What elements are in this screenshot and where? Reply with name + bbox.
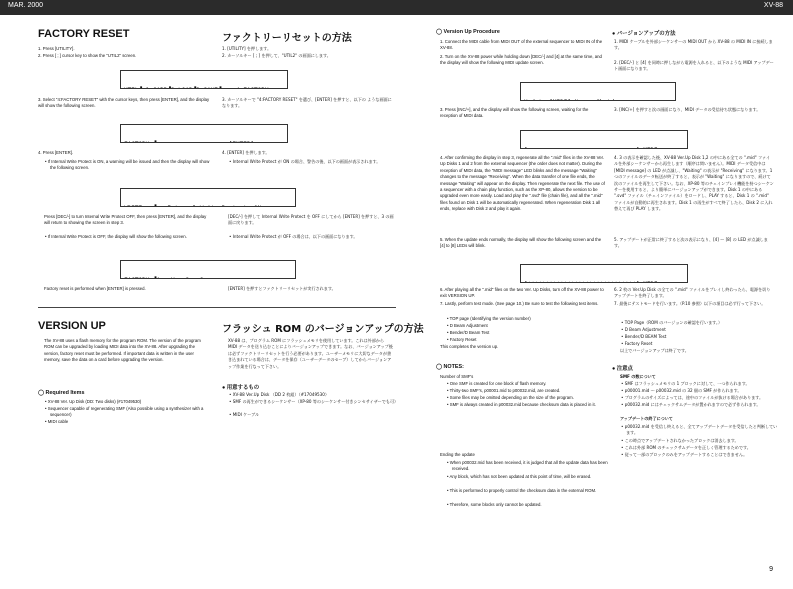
- fr-step3-en: 3. Select "4:FACTORY RESET" with the cursor keys, then press [ENTER], and the display will show the following screen.: [38, 97, 210, 109]
- proc-step5-en: 5. When the update ends normally, the display will show the following screen and the [4] to [8] LEDs will blink.: [440, 237, 602, 249]
- lcd-are-you-sure: [120, 260, 296, 279]
- procedure-title-en: ◯ Version Up Procedure: [436, 29, 500, 35]
- lcd-line: [524, 281, 684, 283]
- ending-note-en: • This is performed to properly control the checksum data in the external ROM.: [447, 488, 597, 493]
- proc-step6-en: 6. After playing all the ".mid" files on the two Ver. Up Disks, turn off the XV-88 power to exit VERSION UP.: [440, 287, 604, 299]
- procedure-title-ja-text: バージョンアップの方法: [616, 31, 676, 37]
- smf-note-ja: • p00001.mid ～ p00032.mid の 32 個の SMF が作られます。: [621, 388, 742, 393]
- smf-note-en: • One SMF is created for one block of flash memory.: [447, 381, 547, 386]
- fr-step1-ja: 1. [UTILITY] を押します。: [222, 46, 272, 51]
- fr-dec-en: Press [DEC/-] to turn Internal Write Protect OFF, then press [ENTER], and the display will return to showing the screen in step 3.: [44, 214, 207, 226]
- test-item-en: • Bender/D Beam Test: [447, 330, 490, 335]
- lcd-line: [124, 87, 284, 89]
- smf-note-ja: • SMF はフラッシュメモリの 1 ブロックに対して、一つ作られます。: [621, 381, 750, 386]
- vu-intro-ja: XV-88 は、プログラム ROM にフラッシュメモリを使用しています。これは外部から MIDI データを送り込むことによりバージョンアップできます。なお、バージョンアップ後は必ずファクトリーリセットを行う必要があります。ユーザーメモリに大切なデータが書き込まれている場合は、データを保存（ユーザーデータのセーブ）してからバージョンアップ作業を行なって下さい。: [228, 338, 393, 369]
- required-item-en: • XV-88 Ver. Up Disk (DD: Two disks) (#17049530): [45, 399, 142, 404]
- ending-head-en: Ending the update: [440, 452, 475, 457]
- lcd-line: [124, 141, 284, 143]
- fr-step4-ja: 4. [ENTER] を押します。: [222, 150, 270, 155]
- required-item-ja: • XV-88 Ver.Up Disk （DD 2 枚組）（#17049530）: [229, 392, 329, 397]
- lcd-line: [124, 277, 292, 279]
- proc-step4-en: 4. After confirming the display in step 3, regenerate all the ".mid" files in the XV-88 Ver. Up Disks 1 and 2 from the external sequencer (the order does not matter). During the reception of MIDI data, the "MIDI message" LED blinks and the message "Waiting" changes to the message "Receiving". When the data transfer of one file ends, the message "Waiting" will appear on the display. Then regenerate the next file. The use of a sequencer with a chain play function, such as the XP-80, allows the version to be upgraded even more easily. Load and play the ".svd" file (chain file), and all the ".mid" files found on Disk 1 will be automatically regenerated. When regeneration Disk 1 all ends, replace with Disk 2 and play it again.: [440, 155, 605, 212]
- test-item-en: • Factory Reset: [447, 337, 477, 342]
- fr-done-en: Factory reset is performed when [ENTER] is pressed.: [44, 286, 146, 291]
- header-model: XV-88: [763, 2, 783, 9]
- smf-note-ja: • プログラムのサイズによっては、途中のファイルが抜ける場合があります。: [621, 395, 764, 400]
- smf-note-en: • SMF is always created in p00032.mid because checksum data is placed in it.: [447, 402, 596, 407]
- proc-step2-ja: 2. [DEC/-] と [4] を同時に押しながら電源を入れると、以下のような MIDI アップデート画面になります。: [614, 60, 774, 72]
- factory-reset-title-ja: ファクトリーリセットの方法: [222, 33, 352, 44]
- lcd-complete-update: [520, 264, 688, 283]
- fr-step1-en: 1. Press [UTILITY].: [38, 46, 75, 51]
- fr-off-note-en: • If Internal Write Protect is OFF, the display will show the following screen.: [45, 234, 187, 239]
- fr-step3-ja: 3. カーソルキーで "4:FACTORY RESET" を選び、[ENTER] を押すと、以下の ような画面になります。: [222, 97, 392, 109]
- required-item-ja: • MIDI ケーブル: [229, 412, 260, 417]
- proc-complete-ja: 以上でバージョンアップは終了です。: [620, 348, 689, 353]
- proc-step7-ja: 7. 最後にテストモードを行います。（P.10 参照）以下の項目は必ず行って下さい。: [614, 301, 766, 306]
- fr-step2-en: 2. Press [ ; ] cursor key to show the "UTIL2" screen.: [38, 53, 137, 58]
- required-items-title-ja: ● 用意するもの: [222, 385, 260, 391]
- test-item-en: • TOP page (Identifying the version number): [447, 316, 531, 321]
- proc-step7-en: 7. Lastly, perform test mode. (See page 10.) Be sure to test the following test items.: [440, 301, 599, 306]
- procedure-title-ja: ● バージョンアップの方法: [612, 31, 676, 37]
- test-item-en: • D Beam Adjustment: [447, 323, 488, 328]
- required-item-ja: • SMF の再生ができるシーケンサー（XP-80 等のシーケンサー付きシンセサイザーでも可）: [229, 399, 399, 404]
- notes-title-ja: ● 注意点: [612, 366, 633, 372]
- ending-note-en: • When p00032.mid has been received, it is judged that all the update data has been received.: [447, 460, 608, 472]
- test-item-ja: • Factory Reset: [621, 341, 653, 346]
- fr-wp-note-ja: • Internal Write Protect が ON の場合、警告の後、以下の画面が表示されます。: [229, 159, 381, 164]
- smf-head-en: Number of SMF's: [440, 374, 474, 379]
- lcd-write-protect: [120, 188, 296, 207]
- notes-title-ja-text: 注意点: [616, 366, 633, 372]
- version-up-title-ja: フラッシュ ROM のバージョンアップの方法: [222, 324, 424, 335]
- smf-note-en: • Some files may be omitted depending on the size of the program.: [447, 395, 574, 400]
- header-date: MAR. 2000: [8, 2, 44, 9]
- ending-note-ja: • これは外部 ROM のチェックサムデータを正しく管理するためです。: [621, 445, 751, 450]
- notes-title-en: ◯ NOTES:: [436, 364, 464, 370]
- lcd-line: [524, 99, 672, 101]
- lcd-util2-screen: [120, 70, 288, 89]
- page-header-bar: [0, 0, 793, 15]
- fr-off-note-ja: • Internal Write Protect が OFF の場合は、以下の画面になります。: [229, 234, 358, 239]
- proc-step3-ja: 3. [INC/+] を押すと次の画面になり、MIDI データの受信待ち状態になります。: [614, 107, 761, 112]
- factory-reset-title-en: FACTORY RESET: [38, 28, 130, 40]
- procedure-title-text: Version Up Procedure: [443, 29, 500, 35]
- proc-step1-en: 1. Connect the MIDI cable from MIDI OUT of the external sequencer to MIDI IN of the XV-88.: [440, 39, 603, 51]
- lcd-factory-reset-enter: [120, 124, 288, 143]
- proc-step6-ja: 6. 2 枚の Ver.Up Disk の全ての ".mid" ファイルをプレイし終わったら、電源を切りアップデートを終了します。: [614, 287, 771, 299]
- page-number: 9: [769, 566, 773, 573]
- smf-note-ja: • p00032.mid にはチェックサムデータが置かれますので必ず作られます。: [621, 402, 761, 407]
- fr-step4-en: 4. Press [ENTER].: [38, 150, 74, 155]
- proc-step2-en: 2. Turn on the XV-88 power while holding down [DEC/-] and [4] at the same time, and the display will show the following MIDI update screen.: [440, 54, 602, 66]
- lcd-line: [124, 205, 292, 207]
- lcd-update-midi: [520, 82, 676, 101]
- ending-head-ja: アップデートの終了について: [620, 416, 673, 421]
- lcd-waiting-midi: [520, 130, 688, 149]
- fr-wp-note-en: • If Internal Write Protect is ON, a warning will be issued and then the display will show the following screen.: [45, 159, 210, 171]
- proc-step4-ja: 4. 3 の表示を確認した後、XV-88 Ver.Up Disk 1,2 の中にある全ての ".mid" ファイルを外部シーケンサーから再生します（順序は問いません）。MIDI データ受信中は [MIDI message] の LED が点滅し、"Waiting" の表示が "Receiving" になります。1 つのファイルのデータ転送が終了すると、表示が "Waiting" になりますので、続けて次のファイルを再生して下さい。なお、XP-80 等のチェインプレイ機能を持つシーケンサーを使用すると、より簡単にバージョンアップができます。Disk 1 の中にある ".svd" ファイル（チェインファイル）をロードし、PLAY すると、Disk 1 の ".mid" ファイルが自動的に再生されます。Disk 1 の再生がすべて終了したら、Disk 2 に入れ替えて再び PLAY します。: [614, 155, 774, 212]
- notes-title-text: NOTES:: [443, 364, 464, 370]
- proc-complete-en: This completes the version up.: [440, 344, 499, 349]
- test-item-ja: • Bender/D BEAM Test: [621, 334, 667, 339]
- proc-step1-ja: 1. MIDI ケーブルを外部シーケンサーの MIDI OUT から XV-88 の MIDI IN に接続します。: [614, 39, 773, 51]
- required-items-title-text: Required Items: [45, 390, 85, 396]
- ending-note-ja: • p00032.mid を受信し終えると、全てアップデートデータを受信したと判断しています。: [621, 424, 778, 436]
- ending-note-ja: • この時点でアップデートされなかったブロックは消去します。: [621, 438, 739, 443]
- smf-head-ja: SMF の数について: [620, 374, 656, 379]
- required-item-en: • MIDI cable: [45, 419, 69, 424]
- proc-step3-en: 3. Press [INC/+], and the display will show the following screen, waiting for the reception of MIDI data.: [440, 107, 589, 119]
- lcd-line: [524, 147, 684, 149]
- fr-step2-ja: 2. カーソルキー [ ; ] を押して、"UTIL2" の画面にします。: [222, 53, 331, 58]
- required-item-en: • Sequencer capable of regenerating SMF (Also possible using a synthesizer with a sequencer): [45, 406, 204, 418]
- required-items-title-en: ◯ Required Items: [38, 390, 85, 396]
- smf-note-en: • Thirty-two SMF's, p00001.mid to p00032.mid, are created.: [447, 388, 561, 393]
- section-divider: [38, 307, 396, 308]
- ending-note-en: • Therefore, some blocks only cannot be updated.: [447, 502, 542, 507]
- fr-done-ja: [ENTER] を押すとファクトリーリセットが実行されます。: [228, 286, 336, 291]
- required-items-title-ja-text: 用意するもの: [226, 385, 260, 391]
- proc-step5-ja: 5. アップデートが正常に終了すると次の表示になり、[4] ～ [8] の LED が点滅します。: [614, 237, 768, 249]
- ending-note-en: • Any block, which has not been updated at this point of time, will be erased.: [447, 474, 592, 479]
- test-item-ja: • D Beam Adjustment: [621, 327, 666, 332]
- test-item-ja: • TOP Page（ROM のバージョンの確認を行います。）: [621, 320, 723, 325]
- ending-note-ja: • 従って一部のブロックのみをアップデートすることはできません。: [621, 452, 748, 457]
- vu-intro-en: The XV-88 uses a flash memory for the program ROM. The version of the program ROM can be upgraded by loading MIDI data into the XV-88. After upgrading the version, factory reset must be performed. If important data is written in the user memory, save the data on a card before upgrading the version.: [44, 338, 201, 363]
- fr-dec-ja: [DEC/-] を押して Internal Write Protect を OFF にしてから [ENTER] を押すと、3 の画面に戻ります。: [228, 214, 394, 226]
- version-up-title-en: VERSION UP: [38, 320, 106, 332]
